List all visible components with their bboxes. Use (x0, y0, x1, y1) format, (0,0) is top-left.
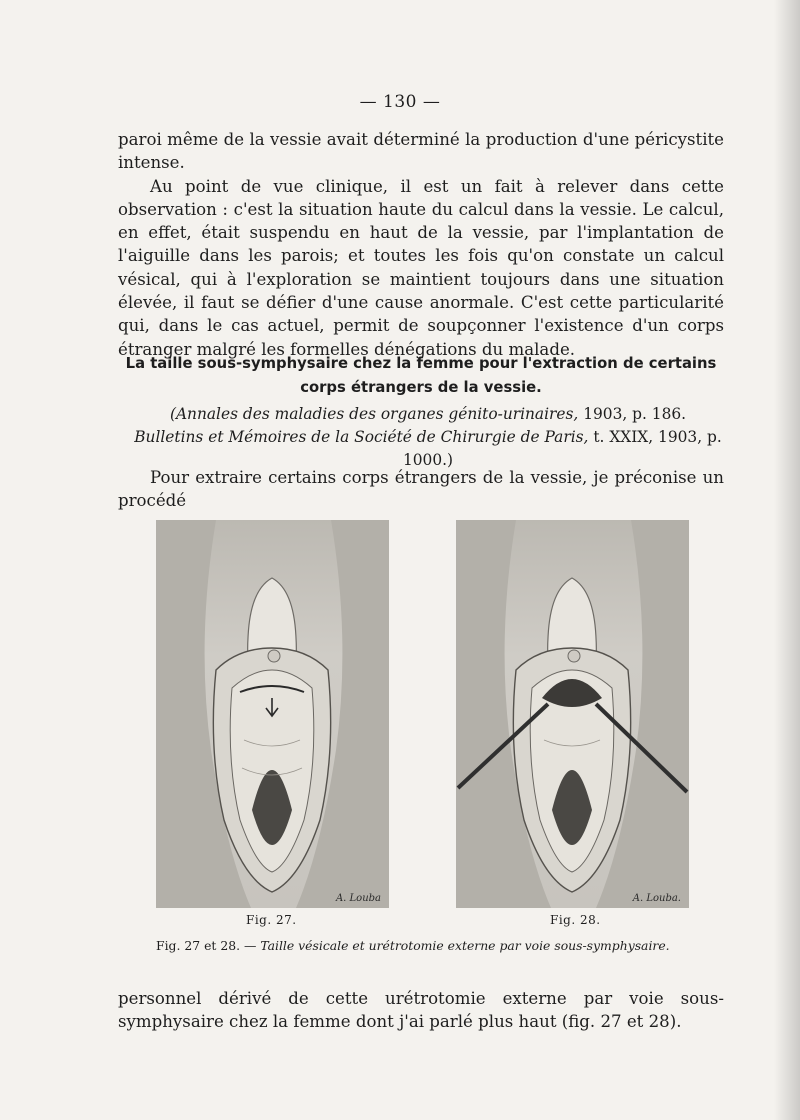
paragraph-1-first: paroi même de la vessie avait déterminé la production d'une péricystite intense. (118, 130, 724, 173)
paragraph-2 (118, 466, 724, 513)
anatomical-drawing-27 (156, 520, 389, 908)
paragraph-1 (118, 128, 724, 361)
section-heading: La taille sous-symphysaire chez la femme pour l'extraction de certains corps étrangers de la vessie. (125, 355, 717, 396)
figure-27-signature: A. Louba (335, 893, 381, 904)
paragraph-3: personnel dérivé de cette urétrotomie externe par voie sous-symphysaire chez la femme dont j'ai parlé plus haut (fig. 27 et 28). (118, 989, 724, 1032)
page-number: — 130 — (359, 92, 441, 112)
references (118, 403, 738, 472)
reference-2-source: Bulletins et Mémoires de la Société de Chirurgie de Paris, (134, 428, 589, 446)
figure-28-illustration (456, 520, 689, 908)
page-edge-shadow (774, 0, 800, 1120)
figure-27-label: Fig. 27. (246, 913, 297, 927)
reference-2-details: t. XXIX, 1903, p. 1000.) (402, 428, 722, 469)
paragraph-2-text: Pour extraire certains corps étrangers de la vessie, je préconise un procédé (118, 468, 724, 511)
figure-caption (156, 938, 696, 953)
reference-1-details: 1903, p. 186. (583, 405, 687, 423)
figure-28-label: Fig. 28. (550, 913, 601, 927)
paragraph-1-rest: Au point de vue clinique, il est un fait à relever dans cette observation : c'est la situation haute du calcul dans la vessie. Le calcul, en effet, était suspendu en haut de la vessie, par l'implantation de l'aiguille dans les parois; et toutes les fois qu'on constate un calcul vésical, qui à l'exploration se maintient toujours dans une situation élevée, il faut se défier d'une cause anormale. C'est cette particularité qui, dans le cas actuel, permit de soupçonner l'existence d'un corps étranger malgré les formelles dénégations du malade. (118, 176, 724, 359)
caption-label: Fig. 27 et 28. — (156, 938, 257, 953)
figure-27-illustration (156, 520, 389, 908)
anatomical-drawing-28 (456, 520, 689, 908)
reference-1-source: (Annales des maladies des organes génito-urinaires, (169, 405, 579, 423)
figure-28-signature: A. Louba. (632, 893, 681, 904)
caption-text: Taille vésicale et urétrotomie externe par voie sous-symphysaire. (260, 938, 670, 953)
